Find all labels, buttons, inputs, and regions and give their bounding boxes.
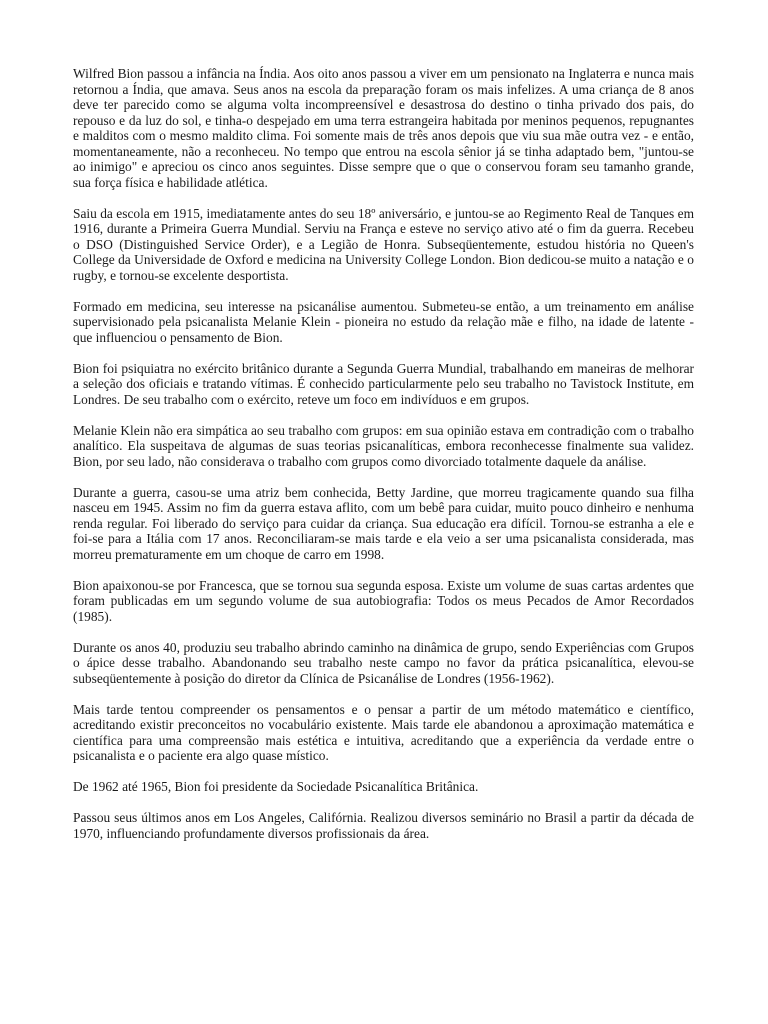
paragraph-military-education: Saiu da escola em 1915, imediatamente antes do seu 18º aniversário, e juntou-se ao Regimento Real de Tanques em 1916, durante a Primeira Guerra Mundial. Serviu na França e esteve no serviço ativo até o fim da guerra. Recebeu o DSO (Distinguished Service Order), e a Legião de Honra. Subseqüentemente, estudou história no Queen's College da Universidade de Oxford e medicina na University College London. Bion dedicou-se muito a natação e o rugby, e tornou-se excelente desportista. bbox=[73, 205, 694, 283]
paragraph-melanie-klein: Melanie Klein não era simpática ao seu trabalho com grupos: em sua opinião estava em contradição com o trabalho analítico. Ela suspeitava de algumas de suas teorias psicanalíticas, embora reconhecesse finalmente sua validez. Bion, por seu lado, não considerava o trabalho com grupos como divorciado totalmente daquele da análise. bbox=[73, 422, 694, 469]
paragraph-childhood: Wilfred Bion passou a infância na Índia. Aos oito anos passou a viver em um pensionato na Inglaterra e nunca mais retornou a Índia, que amava. Seus anos na escola da preparação foram os mais infelizes. A uma criança de 8 anos deve ter parecido como se alguma volta incompreensível e desastrosa do destino o tinha privado dos pais, do repouso e da luz do sol, e tinha-o despejado em uma terra estrangeira habitada por meninos pequenos, repugnantes e malditos com o mesmo maldito clima. Foi somente mais de três anos depois que viu sua mãe outra vez - e então, momentaneamente, não a reconheceu. No tempo que entrou na escola sênior já se tinha adaptado bem, "juntou-se ao inimigo" e apreciou os cinco anos seguintes. Disse sempre que o que o conservou foram seu tamanho grande, sua força física e habilidade atlética. bbox=[73, 66, 694, 190]
document-page bbox=[73, 66, 694, 857]
paragraph-army-psychiatrist: Bion foi psiquiatra no exército britânico durante a Segunda Guerra Mundial, trabalhando em maneiras de melhorar a seleção dos oficiais e tratando vítimas. É conhecido particularmente pelo seu trabalho no Tavistock Institute, em Londres. De seu trabalho com o exército, reteve um foco em indivíduos e em grupos. bbox=[73, 360, 694, 407]
paragraph-first-marriage: Durante a guerra, casou-se uma atriz bem conhecida, Betty Jardine, que morreu tragicamente quando sua filha nasceu em 1945. Assim no fim da guerra estava aflito, com um bebê para cuidar, muito pouco dinheiro e nenhuma renda regular. Foi liberado do serviço para cuidar da criança. Sua educação era difícil. Tornou-se estranha a ele e foi-se para a Itália com 17 anos. Reconciliaram-se mais tarde e ela veio a ser uma psicanalista considerada, mas morreu prematuramente em um choque de carro em 1998. bbox=[73, 484, 694, 562]
paragraph-mathematical-method: Mais tarde tentou compreender os pensamentos e o pensar a partir de um método matemático e científico, acreditando existir preconceitos no vocabulário existente. Mais tarde ele abandonou a aproximação matemática e científica para uma compreensão mais estética e intuitiva, acreditando que a experiência da verdade entre o psicanalista e o paciente era algo quase místico. bbox=[73, 701, 694, 763]
paragraph-francesca: Bion apaixonou-se por Francesca, que se tornou sua segunda esposa. Existe um volume de suas cartas ardentes que foram publicadas em um segundo volume de sua autobiografia: Todos os meus Pecados de Amor Recordados (1985). bbox=[73, 577, 694, 624]
paragraph-final-years: Passou seus últimos anos em Los Angeles, Califórnia. Realizou diversos seminário no Brasil a partir da década de 1970, influenciando profundamente diversos profissionais da área. bbox=[73, 810, 694, 841]
paragraph-group-dynamics: Durante os anos 40, produziu seu trabalho abrindo caminho na dinâmica de grupo, sendo Experiências com Grupos o ápice desse trabalho. Abandonando seu trabalho neste campo no favor da prática psicanalítica, elevou-se subseqüentemente à posição do diretor da Clínica de Psicanálise de Londres (1956-1962). bbox=[73, 639, 694, 686]
paragraph-presidency: De 1962 até 1965, Bion foi presidente da Sociedade Psicanalítica Britânica. bbox=[73, 779, 479, 794]
paragraph-psychoanalysis-training: Formado em medicina, seu interesse na psicanálise aumentou. Submeteu-se então, a um treinamento em análise supervisionado pela psicanalista Melanie Klein - pioneira no estudo da relação mãe e filho, na idade de latente - que influenciou o pensamento de Bion. bbox=[73, 298, 694, 345]
